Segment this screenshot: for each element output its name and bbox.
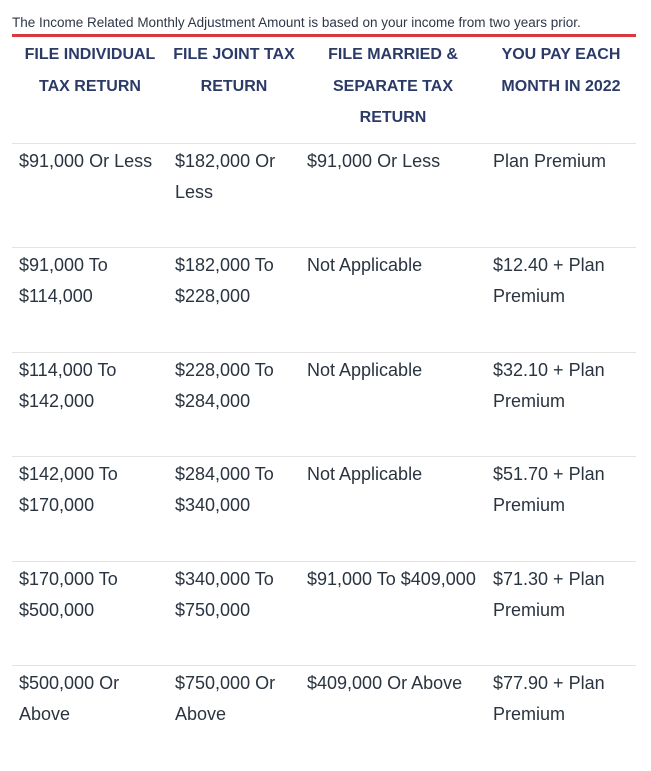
table-row <box>12 666 636 771</box>
cell-individual: $170,000 To $500,000 <box>12 561 168 666</box>
table-row <box>12 457 636 562</box>
cell-individual: $114,000 To $142,000 <box>12 352 168 457</box>
table-row <box>12 143 636 248</box>
table-row <box>12 248 636 353</box>
table-header-row <box>12 37 636 143</box>
cell-married-separate: Not Applicable <box>300 248 486 353</box>
header-married-separate: FILE MARRIED & SEPARATE TAX RETURN <box>300 37 486 143</box>
cell-joint: $182,000 Or Less <box>168 143 300 248</box>
irmaa-table <box>12 37 636 771</box>
table-row <box>12 561 636 666</box>
cell-married-separate: $91,000 To $409,000 <box>300 561 486 666</box>
header-individual: FILE INDIVIDUAL TAX RETURN <box>12 37 168 143</box>
cell-joint: $182,000 To $228,000 <box>168 248 300 353</box>
cell-joint: $340,000 To $750,000 <box>168 561 300 666</box>
cell-married-separate: Not Applicable <box>300 457 486 562</box>
cell-joint: $228,000 To $284,000 <box>168 352 300 457</box>
cell-individual: $91,000 To $114,000 <box>12 248 168 353</box>
cell-monthly-payment: $51.70 + Plan Premium <box>486 457 636 562</box>
cell-married-separate: $409,000 Or Above <box>307 673 463 694</box>
cell-monthly-payment: Plan Premium <box>486 143 636 248</box>
cell-monthly-payment: $77.90 + Plan Premium <box>493 673 605 725</box>
header-joint: FILE JOINT TAX RETURN <box>168 37 300 143</box>
cell-joint: $284,000 To $340,000 <box>168 457 300 562</box>
cell-married-separate: $91,000 Or Less <box>300 143 486 248</box>
cell-individual: $91,000 Or Less <box>12 143 168 248</box>
cell-individual: $142,000 To $170,000 <box>12 457 168 562</box>
header-monthly-payment: YOU PAY EACH MONTH IN 2022 <box>486 37 636 143</box>
cell-monthly-payment: $71.30 + Plan Premium <box>486 561 636 666</box>
cell-monthly-payment: $12.40 + Plan Premium <box>486 248 636 353</box>
cell-monthly-payment: $32.10 + Plan Premium <box>486 352 636 457</box>
cell-joint: $750,000 Or Above <box>175 673 276 725</box>
table-row <box>12 352 636 457</box>
cell-married-separate: Not Applicable <box>300 352 486 457</box>
table-caption: The Income Related Monthly Adjustment Amount is based on your income from two years prior. <box>12 15 581 30</box>
cell-individual: $500,000 Or Above <box>19 673 120 725</box>
